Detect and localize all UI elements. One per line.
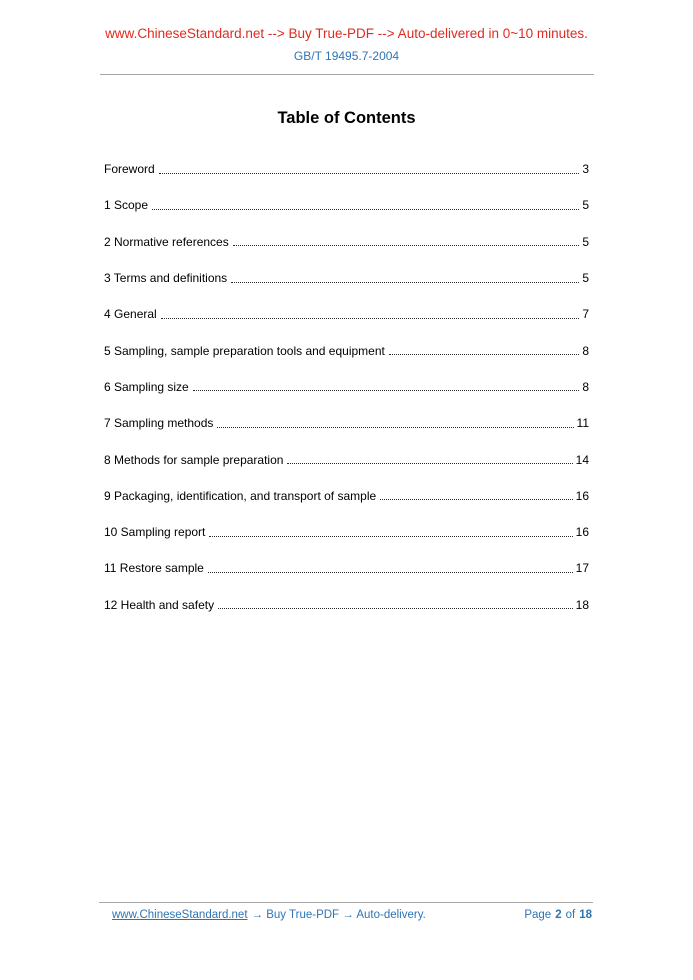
toc-dot-leader bbox=[287, 463, 572, 464]
footer-site-link[interactable]: www.ChineseStandard.net bbox=[112, 909, 248, 921]
toc-entry bbox=[104, 441, 589, 477]
toc-dot-leader bbox=[389, 354, 579, 355]
toc-entry bbox=[104, 332, 589, 368]
toc-entry bbox=[104, 224, 589, 260]
toc-entry-page: 8 bbox=[582, 343, 589, 358]
toc-entry bbox=[104, 587, 589, 623]
toc-entry-page: 11 bbox=[576, 416, 589, 431]
toc-entry-label: 6 Sampling size bbox=[104, 379, 189, 394]
toc-dot-leader bbox=[159, 173, 580, 174]
page-indicator bbox=[524, 909, 593, 921]
toc-entry bbox=[104, 260, 589, 296]
toc-entry-page: 18 bbox=[575, 597, 589, 612]
toc-dot-leader bbox=[152, 209, 579, 210]
toc-entry-page: 5 bbox=[582, 198, 589, 213]
page-indicator-label: Page bbox=[524, 909, 552, 921]
toc-entry-page: 17 bbox=[575, 561, 589, 576]
toc-entry-label: 5 Sampling, sample preparation tools and equipment bbox=[104, 343, 385, 358]
toc-entry bbox=[104, 187, 589, 223]
page-of-label: of bbox=[565, 909, 576, 921]
toc-entry-label: 9 Packaging, identification, and transport of sample bbox=[104, 488, 377, 503]
promo-banner: www.ChineseStandard.net --> Buy True-PDF --> Auto-delivered in 0~10 minutes. bbox=[105, 26, 588, 41]
page-title: Table of Contents bbox=[277, 109, 416, 127]
toc-entry bbox=[104, 550, 589, 586]
toc-entry-page: 7 bbox=[582, 307, 589, 322]
toc-list bbox=[104, 151, 589, 623]
page-total: 18 bbox=[579, 909, 592, 921]
toc-entry bbox=[104, 514, 589, 550]
toc-entry bbox=[104, 478, 589, 514]
toc-entry bbox=[104, 151, 589, 187]
toc-dot-leader bbox=[233, 245, 580, 246]
toc-entry-page: 3 bbox=[582, 162, 589, 177]
toc-entry bbox=[104, 369, 589, 405]
toc-dot-leader bbox=[193, 390, 580, 391]
toc-entry-label: 3 Terms and definitions bbox=[104, 271, 228, 286]
footer-left bbox=[99, 909, 426, 921]
toc-dot-leader bbox=[380, 499, 572, 500]
toc-entry-label: 11 Restore sample bbox=[104, 561, 204, 576]
toc-dot-leader bbox=[217, 427, 573, 428]
toc-dot-leader bbox=[208, 572, 573, 573]
toc-entry-label: 4 General bbox=[104, 307, 157, 322]
toc-entry-label: 12 Health and safety bbox=[104, 597, 215, 612]
toc-entry-label: 1 Scope bbox=[104, 198, 149, 213]
toc-entry-label: 8 Methods for sample preparation bbox=[104, 452, 284, 467]
toc-entry-page: 16 bbox=[575, 525, 589, 540]
page-footer bbox=[99, 902, 593, 921]
page-current: 2 bbox=[555, 909, 562, 921]
header-divider bbox=[100, 74, 594, 75]
toc-entry bbox=[104, 405, 589, 441]
toc-entry-label: 10 Sampling report bbox=[104, 525, 206, 540]
toc-entry-page: 16 bbox=[575, 488, 589, 503]
standard-code: GB/T 19495.7-2004 bbox=[293, 49, 400, 63]
toc-dot-leader bbox=[209, 536, 572, 537]
toc-entry-label: 2 Normative references bbox=[104, 234, 229, 249]
toc-entry-page: 8 bbox=[582, 379, 589, 394]
page-header bbox=[0, 0, 693, 75]
toc-dot-leader bbox=[231, 282, 579, 283]
toc-entry-page: 14 bbox=[575, 452, 589, 467]
toc-entry-label: Foreword bbox=[104, 162, 155, 177]
toc-entry bbox=[104, 296, 589, 332]
footer-tagline: → Buy True-PDF → Auto-delivery. bbox=[251, 909, 426, 921]
toc-dot-leader bbox=[218, 608, 573, 609]
toc-entry-label: 7 Sampling methods bbox=[104, 416, 214, 431]
toc-entry-page: 5 bbox=[582, 234, 589, 249]
toc-entry-page: 5 bbox=[582, 271, 589, 286]
toc-dot-leader bbox=[161, 318, 580, 319]
